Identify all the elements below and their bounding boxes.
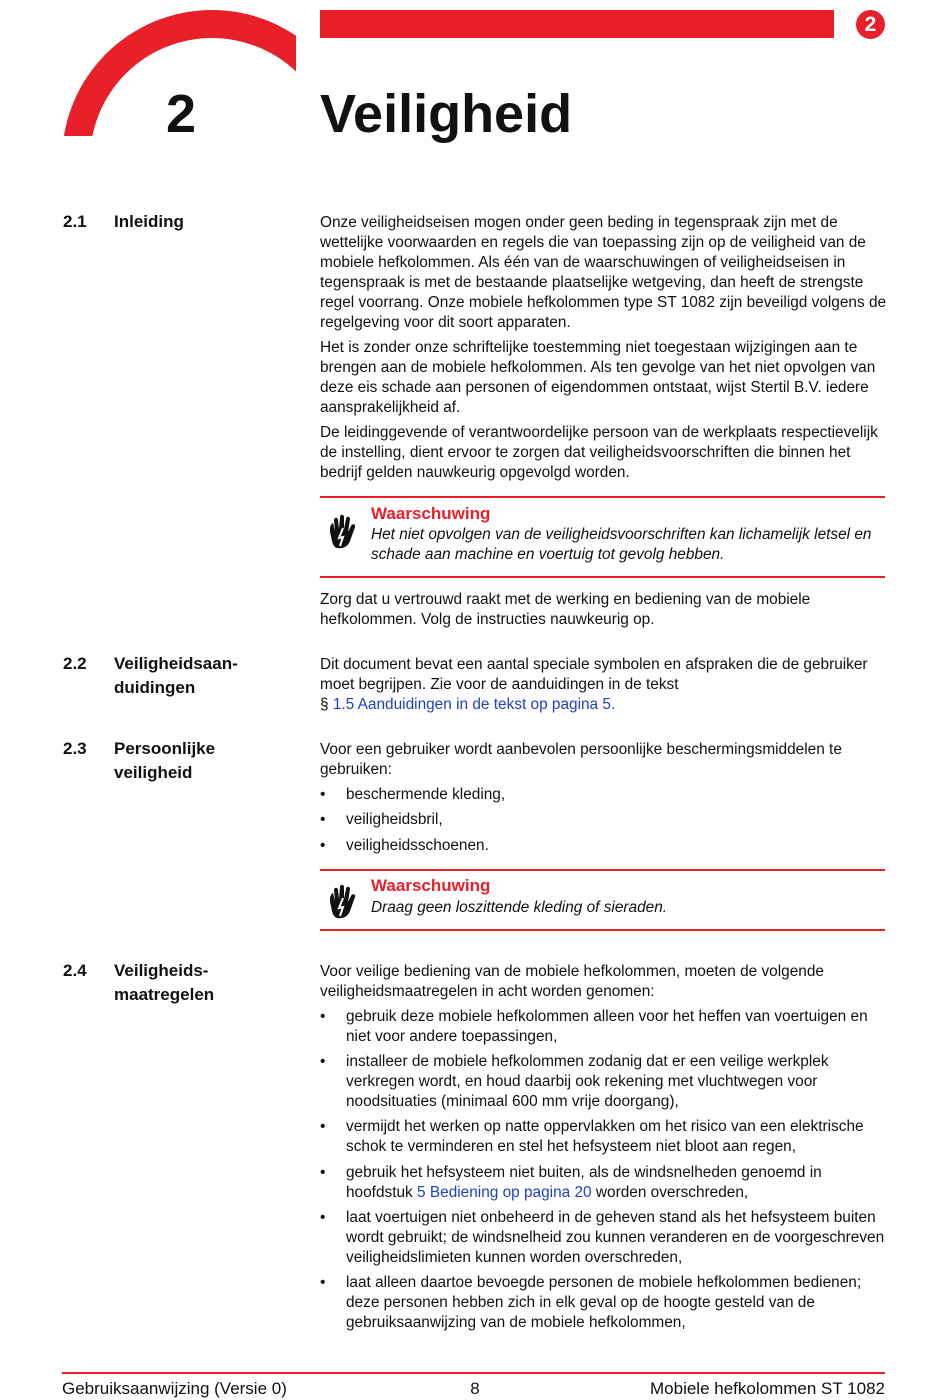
- cross-reference-link[interactable]: 5 Bediening op pagina 20: [417, 1184, 592, 1201]
- intro-paragraph-1: Onze veiligheidseisen mogen onder geen beding in tegenspraak zijn met de wettelijke voorwaarden en regels die van toepassing zijn op de veiligheid van de mobiele hefkolommen. Als één van de waarschuwingen of veiligheidseisen in tegenspraak is met de bestaande plaatselijke wetgeving, dan heeft de strengste regel voorrang. Onze mobiele hefkolommen type ST 1082 zijn beveiligd volgens de regelgeving voor dit soort apparaten.: [320, 214, 887, 331]
- section-title-2-1: [114, 210, 304, 234]
- section-title-line: veiligheid: [114, 763, 193, 782]
- section-title-line: Persoonlijke: [114, 739, 216, 758]
- cross-reference-link[interactable]: 1.5 Aanduidingen in de tekst op pagina 5.: [332, 696, 616, 713]
- warning-title: Waarschuwing: [371, 504, 491, 523]
- section-number-2-3: 2.3: [63, 739, 87, 758]
- header-bar-decoration: [320, 10, 834, 38]
- list-item-text: installeer de mobiele hefkolommen zodanig dat er een veilige werkplek verkregen wordt, en houd daarbij ook rekening met vluchtwegen voor noodsituaties (minimaal 600 mm vrije doorgang),: [346, 1053, 829, 1110]
- section-title-line: maatregelen: [114, 985, 215, 1004]
- footer-product-name: Mobiele hefkolommen ST 1082: [650, 1379, 885, 1398]
- header-arc-decoration: [62, 10, 362, 310]
- section-title-line: Veiligheidsaan-: [114, 654, 238, 673]
- ppe-paragraph: Voor een gebruiker wordt aanbevolen persoonlijke beschermingsmiddelen te gebruiken:: [320, 741, 842, 778]
- section-number-2-2: 2.2: [63, 654, 87, 673]
- chapter-badge: 2: [856, 10, 885, 39]
- section-number-2-4: 2.4: [63, 961, 87, 980]
- list-item-text: veiligheidsschoenen.: [346, 837, 489, 854]
- list-item-text: beschermende kleding,: [346, 786, 506, 803]
- section-title-line: duidingen: [114, 678, 196, 697]
- list-item-text-part: worden overschreden,: [591, 1184, 749, 1201]
- hand-warning-icon: [326, 884, 358, 920]
- section-title-2-3: [114, 737, 304, 785]
- list-item-text: gebruik deze mobiele hefkolommen alleen voor het heffen van voertuigen en niet voor andere toepassingen,: [346, 1008, 868, 1045]
- list-item-text: vermijdt het werken op natte oppervlakken om het risico van een elektrische schok te verminderen en stel het hefsysteem niet bloot aan regen,: [346, 1118, 864, 1155]
- list-item: • gebruik deze mobiele hefkolommen alleen voor het heffen van voertuigen en niet voor andere toepassingen,: [320, 1007, 890, 1047]
- hand-warning-icon: [326, 514, 358, 550]
- list-item-text-part: gebruik het hefsysteem niet buiten, als de windsnelheden genoemd in hoofdstuk: [346, 1164, 822, 1201]
- list-item: • beschermende kleding,: [320, 785, 890, 805]
- section-symbol: §: [320, 696, 329, 713]
- cross-reference: [320, 695, 615, 715]
- list-item-text: laat alleen daartoe bevoegde personen de mobiele hefkolommen bedienen; deze personen hebben zich in elk geval op de hoogte gesteld van de gebruiksaanwijzing van de mobiele hefkolommen,: [346, 1274, 862, 1331]
- list-item: • gebruik het hefsysteem niet buiten, als de windsnelheden genoemd in hoofdstuk 5 Bediening op pagina 20 worden overschreden,: [320, 1163, 890, 1203]
- section-title-text: Inleiding: [114, 212, 184, 231]
- intro-paragraph-4: Zorg dat u vertrouwd raakt met de werking en bediening van de mobiele hefkolommen. Volg de instructies nauwkeurig op.: [320, 591, 811, 628]
- list-item: • laat voertuigen niet onbeheerd in de geheven stand als het hefsysteem buiten wordt gebruikt; de windsnelheid zou kunnen veranderen en de voorgeschreven veiligheidslimieten kunnen worden overschreden,: [320, 1208, 890, 1268]
- list-item: • veiligheidsbril,: [320, 810, 890, 830]
- measures-paragraph: Voor veilige bediening van de mobiele hefkolommen, moeten de volgende veiligheidsmaatregelen in acht worden genomen:: [320, 963, 824, 1000]
- chapter-title: Veiligheid: [320, 84, 573, 144]
- intro-paragraph-2: Het is zonder onze schriftelijke toestemming niet toegestaan wijzigingen aan te brengen aan de mobiele hefkolommen. Als ten gevolge van het niet opvolgen van deze eis schade aan personen of eigendommen ontstaat, wijst Stertil B.V. iedere aansprakelijkheid af.: [320, 339, 876, 416]
- warning-box-1: [320, 496, 885, 578]
- warning-text: Draag geen loszittende kleding of sieraden.: [371, 899, 668, 916]
- footer-page-number: 8: [470, 1379, 480, 1398]
- section-number-2-1: 2.1: [63, 212, 87, 231]
- list-item: • vermijdt het werken op natte oppervlakken om het risico van een elektrische schok te verminderen en stel het hefsysteem niet bloot aan regen,: [320, 1117, 890, 1157]
- list-item-text: [346, 1163, 890, 1203]
- warning-title: Waarschuwing: [371, 876, 491, 895]
- list-item-text: veiligheidsbril,: [346, 811, 443, 828]
- list-item: • installeer de mobiele hefkolommen zodanig dat er een veilige werkplek verkregen wordt, en houd daarbij ook rekening met vluchtwegen voor noodsituaties (minimaal 600 mm vrije doorgang),: [320, 1052, 890, 1112]
- list-item-text: laat voertuigen niet onbeheerd in de geheven stand als het hefsysteem buiten wordt gebruikt; de windsnelheid zou kunnen veranderen en de voorgeschreven veiligheidslimieten kunnen worden overschreden,: [346, 1209, 885, 1266]
- section-title-2-4: [114, 959, 304, 1007]
- chapter-number: 2: [166, 84, 197, 144]
- warning-box-2: [320, 869, 885, 931]
- section-title-line: Veiligheids-: [114, 961, 209, 980]
- footer-document-title: Gebruiksaanwijzing (Versie 0): [62, 1379, 287, 1398]
- list-item: • laat alleen daartoe bevoegde personen de mobiele hefkolommen bedienen; deze personen hebben zich in elk geval op de hoogte gesteld van de gebruiksaanwijzing van de mobiele hefkolommen,: [320, 1273, 890, 1333]
- intro-paragraph-3: De leidinggevende of verantwoordelijke persoon van de werkplaats respectievelijk de instelling, dient ervoor te zorgen dat veiligheidsvoorschriften die binnen het bedrijf gelden nauwkeurig opgevolgd worden.: [320, 424, 878, 481]
- symbols-paragraph: Dit document bevat een aantal speciale symbolen en afspraken die de gebruiker moet begrijpen. Zie voor de aanduidingen in de tekst: [320, 656, 868, 693]
- list-item: • veiligheidsschoenen.: [320, 836, 890, 856]
- section-title-2-2: [114, 652, 304, 700]
- footer-rule: [62, 1372, 885, 1374]
- warning-text: Het niet opvolgen van de veiligheidsvoorschriften kan lichamelijk letsel en schade aan machine en voertuig tot gevolg hebben.: [371, 526, 872, 563]
